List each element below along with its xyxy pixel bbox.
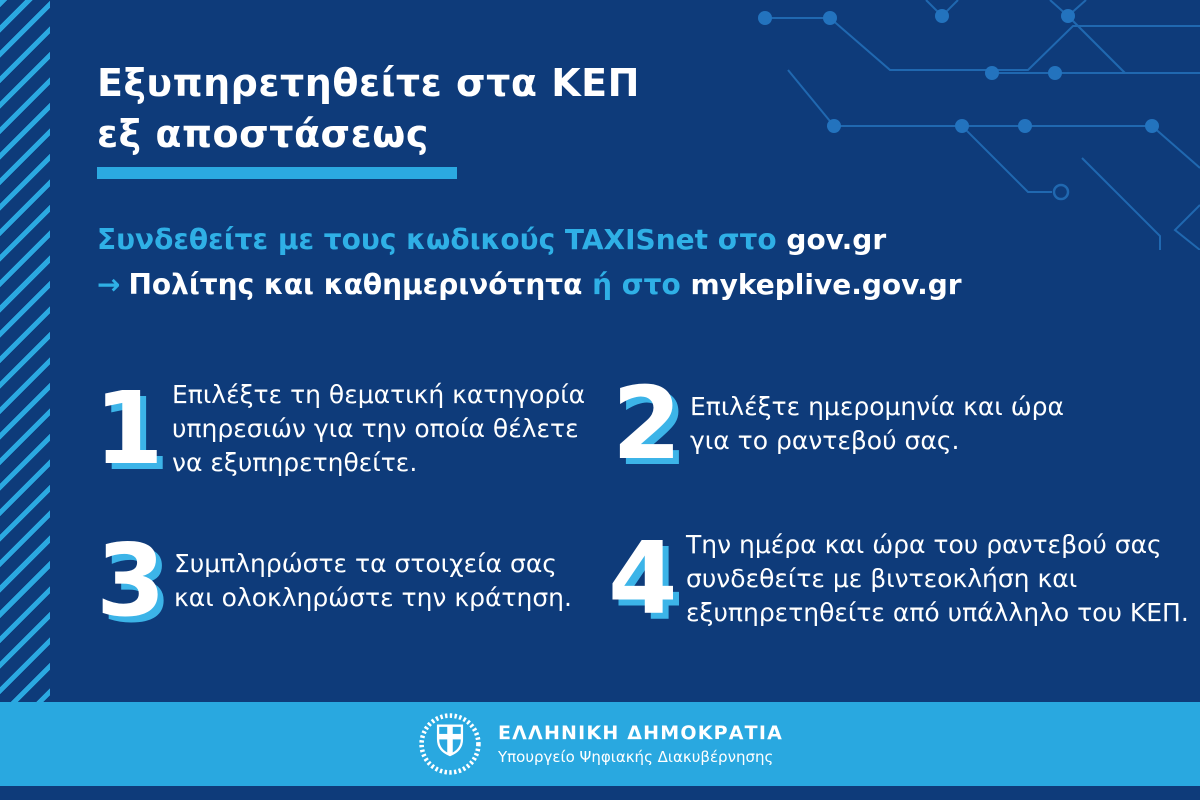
govgr-path-text: Πολίτης και καθημερινότητα (128, 268, 583, 301)
step-4-text-line: Την ημέρα και ώρα του ραντεβού σας (686, 530, 1162, 559)
title-line2: εξ αποστάσεως (97, 112, 429, 156)
step-3-number: 3 (96, 522, 166, 639)
step-1-text-line: Επιλέξτε τη θεματική κατηγορία (172, 380, 586, 409)
footer-text (498, 722, 783, 766)
title-line1: Εξυπηρετηθείτε στα ΚΕΠ (97, 61, 640, 105)
step-1-text-line: να εξυπηρετηθείτε. (172, 448, 418, 477)
ministry-name: Υπουργείο Ψηφιακής Διακυβέρνησης (497, 748, 774, 766)
step-1 (94, 370, 586, 487)
step-4 (608, 520, 1189, 637)
step-3 (96, 522, 572, 639)
step-4-text-line: συνδεθείτε με βιντεοκλήση και (686, 564, 1078, 593)
step-1-text (172, 378, 585, 480)
step-2-text-line: για το ραντεβού σας. (690, 426, 960, 455)
step-2 (612, 365, 1064, 482)
step-2-text (690, 390, 1064, 458)
page-title (97, 58, 640, 160)
step-2-text-line: Επιλέξτε ημερομηνία και ώρα (690, 392, 1064, 421)
step-3-text-line: Συμπληρώστε τα στοιχεία σας (174, 549, 557, 578)
subtitle-line2 (97, 262, 962, 307)
step-3-text-line: και ολοκληρώστε την κράτηση. (174, 583, 572, 612)
bottom-edge-strip (0, 786, 1200, 800)
step-1-text-line: υπηρεσιών για την οποία θέλετε (172, 414, 579, 443)
or-at-text: ή στο (592, 268, 681, 301)
hellenic-republic-emblem-icon (417, 711, 483, 777)
footer-branding (417, 711, 783, 777)
footer-band (0, 702, 1200, 786)
step-4-number: 4 (608, 520, 678, 637)
circuit-pattern-decoration (730, 0, 1200, 250)
step-1-number: 1 (94, 370, 164, 487)
subtitle-line1 (97, 217, 962, 262)
step-3-text (174, 547, 572, 615)
step-2-number: 2 (612, 365, 682, 482)
connect-instruction: Συνδεθείτε με τους κωδικούς TAXISnet στο (97, 223, 777, 256)
arrow-right-icon: → (97, 268, 121, 301)
diagonal-stripes-decoration (0, 0, 50, 702)
govgr-link-text: gov.gr (786, 223, 887, 256)
subtitle (97, 217, 962, 307)
step-4-text-line: εξυπηρετηθείτε από υπάλληλο του ΚΕΠ. (686, 598, 1189, 627)
government-name: ΕΛΛΗΝΙΚΗ ΔΗΜΟΚΡΑΤΙΑ (497, 722, 784, 744)
mykeplive-link-text: mykeplive.gov.gr (690, 268, 962, 301)
title-underline-bar (97, 167, 457, 179)
step-4-text (686, 528, 1189, 630)
